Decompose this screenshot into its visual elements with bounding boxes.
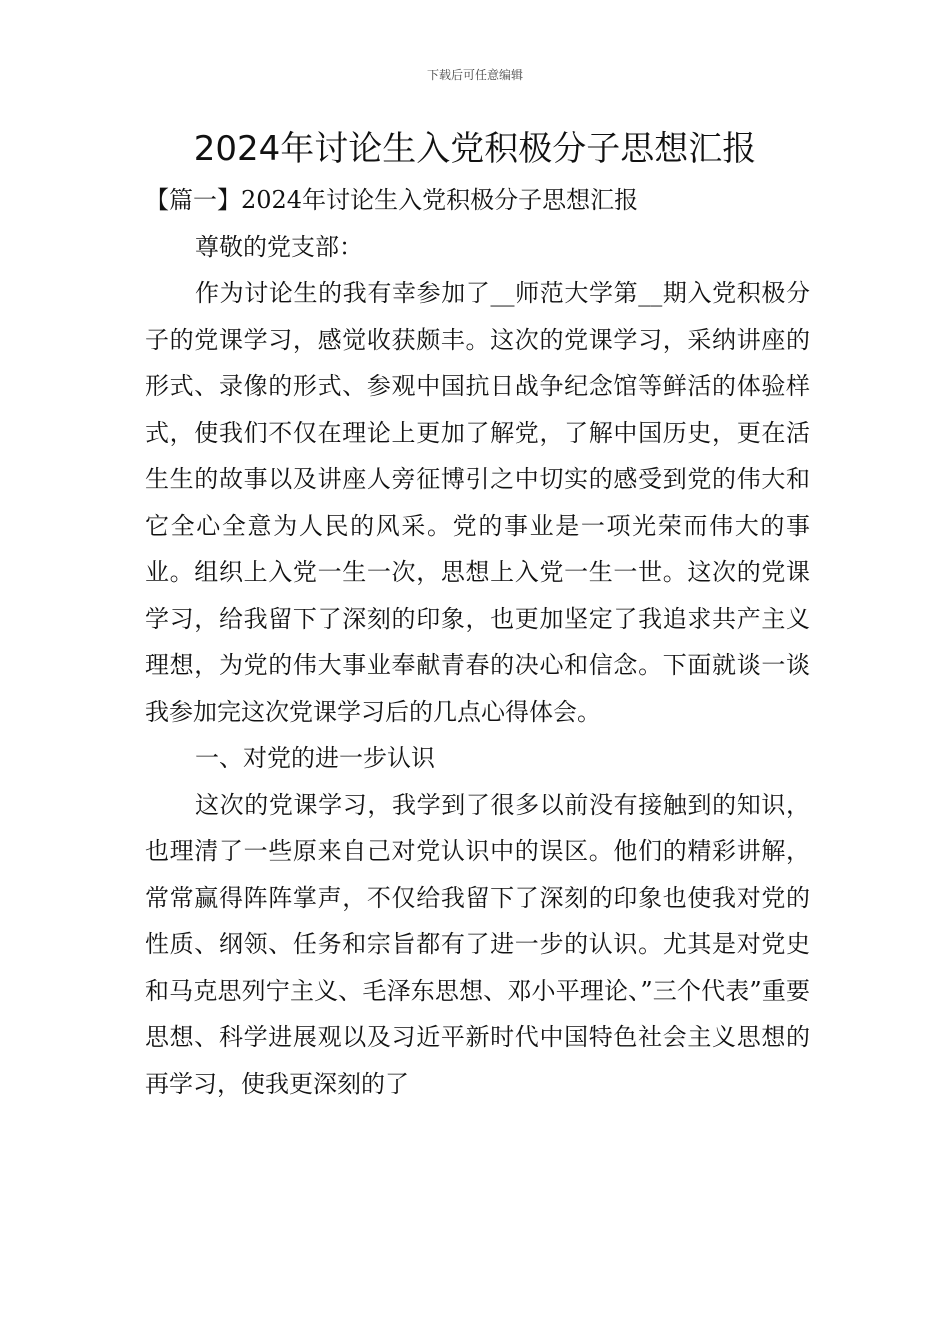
section-heading: 一、对党的进一步认识 [195,744,435,772]
paragraph: 这次的党课学习，我学到了很多以前没有接触到的知识，也理清了一些原来自己对党认识中的误区。他们的精彩讲解，常常赢得阵阵掌声，不仅给我留下了深刻的印象也使我对党的性质、纲领、任务和宗旨都有了进一步的认识。尤其是对党史和马克思列宁主义、毛泽东思想、邓小平理论、”三个代表”重要思想、科学进展观以及习近平新时代中国特色社会主义思想的再学习，使我更深刻的了 [145,790,810,1098]
document-subtitle: 【篇一】2024年讨论生入党积极分子思想汇报 [145,186,639,214]
document-body [145,177,810,1107]
page-header-note: 下载后可任意编辑 [426,68,523,82]
salutation: 尊敬的党支部： [195,232,363,261]
paragraph: 作为讨论生的我有幸参加了__师范大学第__期入党积极分子的党课学习，感觉收获颇丰。这次的党课学习，采纳讲座的形式、录像的形式、参观中国抗日战争纪念馆等鲜活的体验样式，使我们不仅在理论上更加了解党，了解中国历史，更在活生生的故事以及讲座人旁征博引之中切实的感受到党的伟大和它全心全意为人民的风采。党的事业是一项光荣而伟大的事业。组织上入党一生一次，思想上入党一生一世。这次的党课学习，给我留下了深刻的印象，也更加坚定了我追求共产主义理想，为党的伟大事业奉献青春的决心和信念。下面就谈一谈我参加完这次党课学习后的几点心得体会。 [145,279,810,726]
document-title: 2024年讨论生入党积极分子思想汇报 [193,129,757,169]
